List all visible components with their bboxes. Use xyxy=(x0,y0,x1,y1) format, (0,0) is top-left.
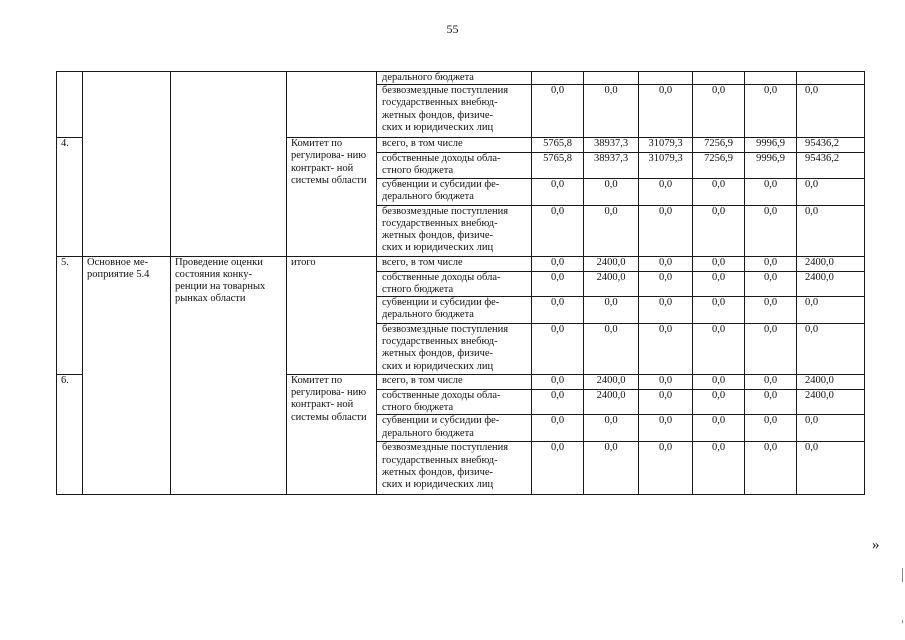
amount-cell xyxy=(639,72,693,85)
amount-cell xyxy=(532,72,584,85)
funding-source-line: собственные доходы обла- xyxy=(382,271,501,283)
funding-source-line: субвенции и субсидии фе- xyxy=(382,178,500,190)
amount-cell: 0,0 xyxy=(693,205,745,256)
amount-cell: 2400,0 xyxy=(797,271,865,296)
amount-cell: 0,0 xyxy=(639,442,693,495)
funding-source-line: субвенции и субсидии фе- xyxy=(382,415,500,427)
amount-cell xyxy=(693,72,745,85)
amount-cell: 0,0 xyxy=(693,324,745,375)
amount-cell: 2400,0 xyxy=(797,375,865,390)
amount-cell: 0,0 xyxy=(745,256,797,271)
amount-cell: 0,0 xyxy=(532,297,584,324)
funding-source-cell xyxy=(377,375,532,390)
scan-edge-mark xyxy=(902,620,903,623)
funding-source-line: стного бюджета xyxy=(382,165,454,177)
amount-cell: 0,0 xyxy=(639,324,693,375)
amount-cell: 0,0 xyxy=(532,375,584,390)
amount-cell: 5765,8 xyxy=(532,153,584,178)
amount-cell: 0,0 xyxy=(745,85,797,138)
funding-source-line: ских и юридических лиц xyxy=(382,242,494,254)
closing-quote: » xyxy=(872,537,880,553)
amount-cell: 0,0 xyxy=(639,256,693,271)
amount-cell xyxy=(745,72,797,85)
amount-cell: 0,0 xyxy=(745,324,797,375)
funding-source-cell xyxy=(377,271,532,296)
funding-source-line: жетных фондов, физиче- xyxy=(382,230,494,242)
funding-source-cell xyxy=(377,178,532,205)
amount-cell: 0,0 xyxy=(745,297,797,324)
funding-source-line: дерального бюджета xyxy=(382,190,474,202)
amount-cell: 95436,2 xyxy=(797,153,865,178)
funding-source-cell xyxy=(377,442,532,495)
amount-cell: 2400,0 xyxy=(584,256,639,271)
funding-source-line: ских и юридических лиц xyxy=(382,479,494,491)
amount-cell: 38937,3 xyxy=(584,153,639,178)
amount-cell: 0,0 xyxy=(797,205,865,256)
funding-source-cell xyxy=(377,415,532,442)
funding-source-line: жетных фондов, физиче- xyxy=(382,109,494,121)
row-number-cell: 6. xyxy=(57,375,83,495)
amount-cell: 38937,3 xyxy=(584,138,639,153)
amount-cell: 0,0 xyxy=(693,256,745,271)
amount-cell: 0,0 xyxy=(532,390,584,415)
amount-cell: 0,0 xyxy=(639,415,693,442)
amount-cell: 0,0 xyxy=(584,85,639,138)
amount-cell: 0,0 xyxy=(584,297,639,324)
amount-cell: 95436,2 xyxy=(797,138,865,153)
funding-source-line: жетных фондов, физиче- xyxy=(382,348,494,360)
amount-cell: 0,0 xyxy=(797,442,865,495)
amount-cell xyxy=(584,72,639,85)
funding-source-line: ских и юридических лиц xyxy=(382,121,494,133)
funding-source-line: всего, в том числе xyxy=(382,375,463,387)
amount-cell: 9996,9 xyxy=(745,153,797,178)
activity-cell: Основное ме- роприятие 5.4 xyxy=(83,256,171,495)
table-row xyxy=(57,72,865,85)
amount-cell: 0,0 xyxy=(745,442,797,495)
funding-source-line: государственных внебюд- xyxy=(382,217,498,229)
activity-cell xyxy=(83,72,171,257)
amount-cell: 7256,9 xyxy=(693,138,745,153)
measure-title-cell: Проведение оценки состояния конку- ренции на товарных рынках области xyxy=(171,256,287,495)
amount-cell: 0,0 xyxy=(797,297,865,324)
amount-cell: 2400,0 xyxy=(584,271,639,296)
row-number-cell: 4. xyxy=(57,138,83,256)
row-number-cell: 5. xyxy=(57,256,83,374)
amount-cell: 0,0 xyxy=(584,205,639,256)
amount-cell: 0,0 xyxy=(745,271,797,296)
funding-source-cell xyxy=(377,153,532,178)
amount-cell: 0,0 xyxy=(745,415,797,442)
funding-source-line: государственных внебюд- xyxy=(382,97,498,109)
amount-cell: 0,0 xyxy=(693,178,745,205)
funding-source-line: субвенции и субсидии фе- xyxy=(382,297,500,309)
amount-cell: 0,0 xyxy=(584,324,639,375)
amount-cell: 2400,0 xyxy=(584,375,639,390)
amount-cell: 0,0 xyxy=(693,415,745,442)
funding-source-line: безвозмездные поступления xyxy=(382,324,509,336)
amount-cell: 0,0 xyxy=(797,324,865,375)
funding-source-line: безвозмездные поступления xyxy=(382,205,509,217)
amount-cell: 0,0 xyxy=(584,178,639,205)
amount-cell: 0,0 xyxy=(584,442,639,495)
amount-cell: 0,0 xyxy=(693,297,745,324)
executor-cell xyxy=(287,72,377,138)
funding-source-cell xyxy=(377,390,532,415)
amount-cell: 0,0 xyxy=(532,178,584,205)
amount-cell: 0,0 xyxy=(797,178,865,205)
funding-source-line: всего, в том числе xyxy=(382,138,463,150)
funding-source-line: безвозмездные поступления xyxy=(382,442,509,454)
funding-source-line: собственные доходы обла- xyxy=(382,390,501,402)
amount-cell: 2400,0 xyxy=(584,390,639,415)
amount-cell: 0,0 xyxy=(639,390,693,415)
funding-source-line: безвозмездные поступления xyxy=(382,85,509,97)
funding-source-cell xyxy=(377,297,532,324)
funding-source-line: ских и юридических лиц xyxy=(382,360,494,372)
amount-cell: 0,0 xyxy=(797,85,865,138)
funding-source-cell xyxy=(377,72,532,85)
amount-cell: 31079,3 xyxy=(639,138,693,153)
funding-source-line: стного бюджета xyxy=(382,283,454,295)
amount-cell: 0,0 xyxy=(532,256,584,271)
amount-cell: 0,0 xyxy=(693,390,745,415)
funding-source-cell xyxy=(377,138,532,153)
amount-cell: 0,0 xyxy=(639,85,693,138)
executor-cell: итого xyxy=(287,256,377,374)
scan-edge-mark xyxy=(902,568,903,582)
executor-cell: Комитет по регулирова- нию контракт- ной системы области xyxy=(287,138,377,256)
funding-source-cell xyxy=(377,85,532,138)
amount-cell: 0,0 xyxy=(639,271,693,296)
amount-cell: 0,0 xyxy=(532,324,584,375)
amount-cell: 0,0 xyxy=(693,85,745,138)
amount-cell: 0,0 xyxy=(639,178,693,205)
amount-cell: 0,0 xyxy=(639,205,693,256)
table-row xyxy=(57,256,865,271)
amount-cell: 0,0 xyxy=(532,205,584,256)
amount-cell: 0,0 xyxy=(532,85,584,138)
funding-source-line: дерального бюджета xyxy=(382,309,474,321)
amount-cell: 0,0 xyxy=(745,178,797,205)
amount-cell: 2400,0 xyxy=(797,390,865,415)
page-number: 55 xyxy=(446,22,459,36)
row-number-cell xyxy=(57,72,83,138)
amount-cell: 7256,9 xyxy=(693,153,745,178)
funding-source-line: жетных фондов, физиче- xyxy=(382,466,494,478)
amount-cell: 0,0 xyxy=(532,271,584,296)
budget-table xyxy=(56,71,865,495)
funding-source-line: государственных внебюд- xyxy=(382,454,498,466)
amount-cell: 0,0 xyxy=(584,415,639,442)
amount-cell: 5765,8 xyxy=(532,138,584,153)
funding-source-line: дерального бюджета xyxy=(382,72,474,83)
amount-cell: 0,0 xyxy=(797,415,865,442)
amount-cell: 31079,3 xyxy=(639,153,693,178)
amount-cell: 2400,0 xyxy=(797,256,865,271)
amount-cell: 0,0 xyxy=(745,205,797,256)
amount-cell: 9996,9 xyxy=(745,138,797,153)
amount-cell xyxy=(797,72,865,85)
funding-source-line: дерального бюджета xyxy=(382,427,474,439)
funding-source-line: собственные доходы обла- xyxy=(382,153,501,165)
executor-cell: Комитет по регулирова- нию контракт- ной системы области xyxy=(287,375,377,495)
amount-cell: 0,0 xyxy=(639,297,693,324)
amount-cell: 0,0 xyxy=(693,442,745,495)
funding-source-line: стного бюджета xyxy=(382,402,454,414)
amount-cell: 0,0 xyxy=(532,415,584,442)
funding-source-cell xyxy=(377,324,532,375)
amount-cell: 0,0 xyxy=(693,375,745,390)
funding-source-cell xyxy=(377,256,532,271)
funding-source-cell xyxy=(377,205,532,256)
funding-source-line: государственных внебюд- xyxy=(382,336,498,348)
amount-cell: 0,0 xyxy=(745,375,797,390)
amount-cell: 0,0 xyxy=(639,375,693,390)
amount-cell: 0,0 xyxy=(532,442,584,495)
funding-source-line: всего, в том числе xyxy=(382,256,463,268)
amount-cell: 0,0 xyxy=(693,271,745,296)
measure-title-cell xyxy=(171,72,287,257)
amount-cell: 0,0 xyxy=(745,390,797,415)
